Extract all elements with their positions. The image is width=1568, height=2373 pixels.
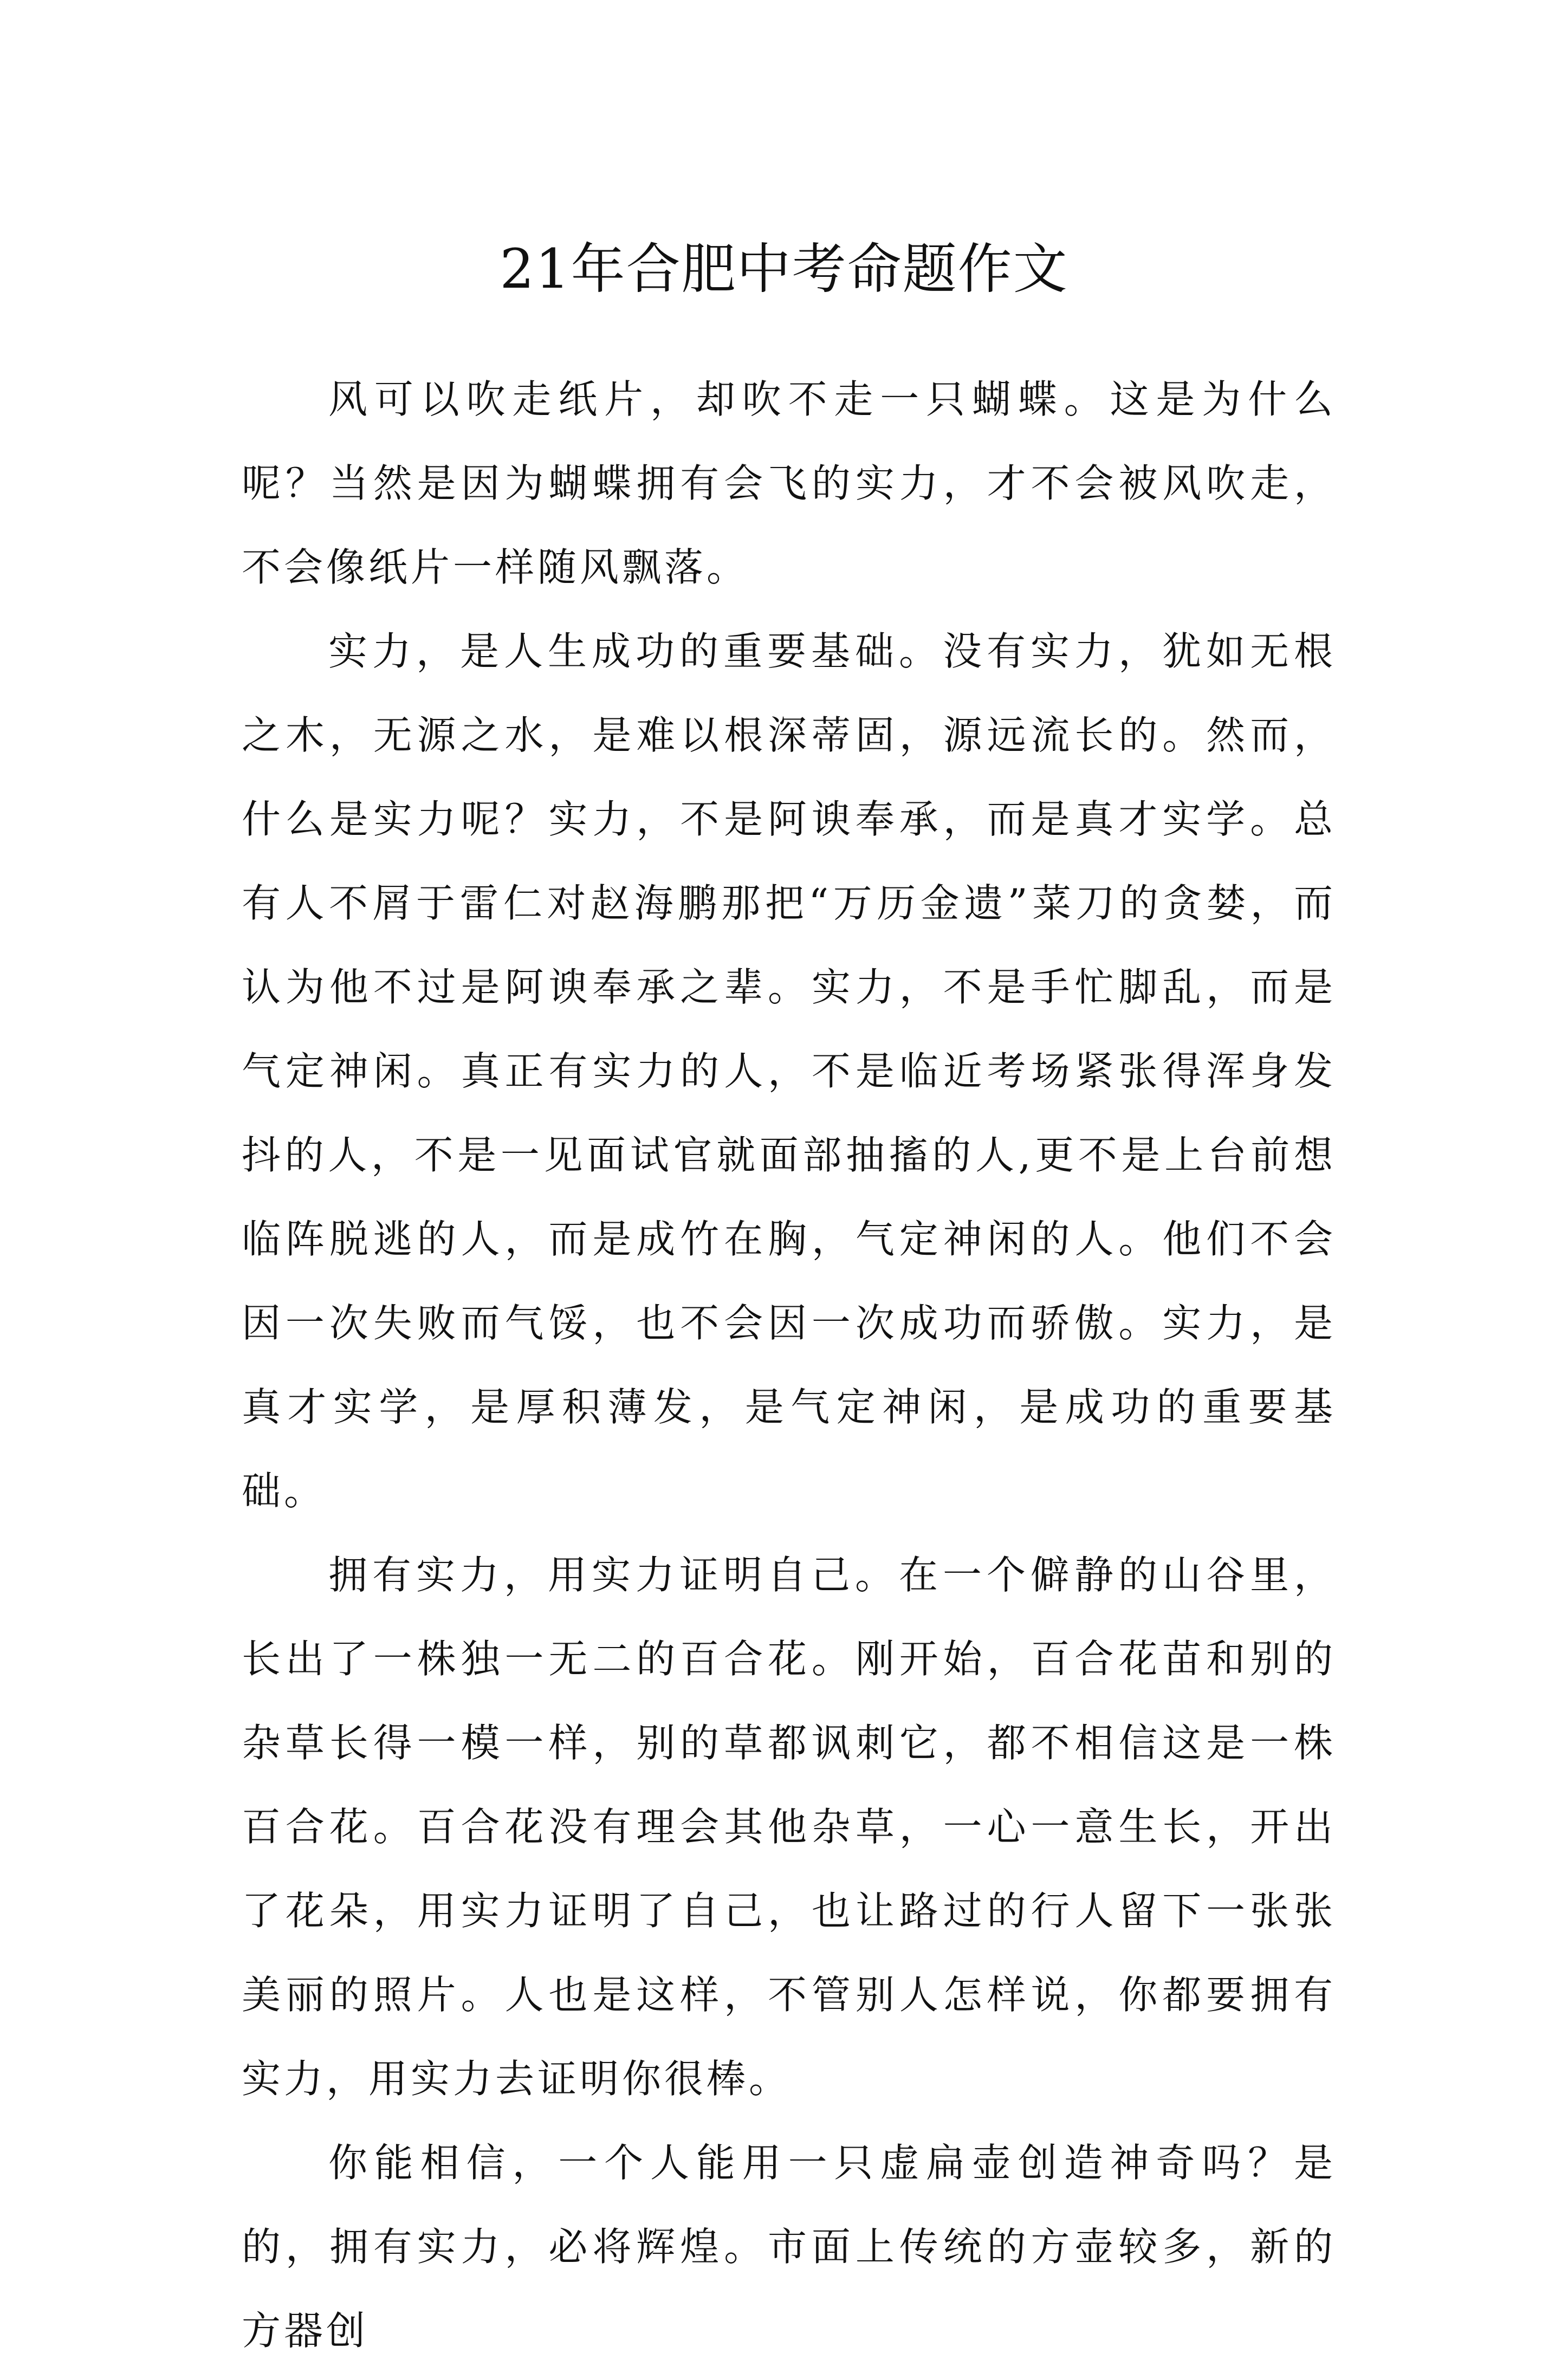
document-title: 21年合肥中考命题作文 xyxy=(500,237,1068,301)
paragraph: 实力，是人生成功的重要基础。没有实力，犹如无根之木，无源之水，是难以根深蒂固，源远流长的。然而，什么是实力呢？实力，不是阿谀奉承，而是真才实学。总有人不屑于雷仁对赵海鹏那把“万历金遗”菜刀的贪婪，而认为他不过是阿谀奉承之辈。实力，不是手忙脚乱，而是气定神闲。真正有实力的人，不是临近考场紧张得浑身发抖的人，不是一见面试官就面部抽搐的人,更不是上台前想临阵脱逃的人，而是成竹在胸，气定神闲的人。他们不会因一次失败而气馁，也不会因一次成功而骄傲。实力，是真才实学，是厚积薄发，是气定神闲，是成功的重要基础。 xyxy=(242,628,1336,1514)
paragraph: 风可以吹走纸片，却吹不走一只蝴蝶。这是为什么呢？当然是因为蝴蝶拥有会飞的实力，才不会被风吹走，不会像纸片一样随风飘落。 xyxy=(242,377,1336,590)
paragraph: 拥有实力，用实力证明自己。在一个僻静的山谷里，长出了一株独一无二的百合花。刚开始，百合花苗和别的杂草长得一模一样，别的草都讽刺它，都不相信这是一株百合花。百合花没有理会其他杂草，一心一意生长，开出了花朵，用实力证明了自己，也让路过的行人留下一张张美丽的照片。人也是这样，不管别人怎样说，你都要拥有实力，用实力去证明你很棒。 xyxy=(242,1552,1336,2102)
paragraph: 你能相信，一个人能用一只虚扁壶创造神奇吗？是的，拥有实力，必将辉煌。市面上传统的方壶较多，新的方器创 xyxy=(242,2140,1336,2353)
essay-body xyxy=(242,358,1336,2373)
